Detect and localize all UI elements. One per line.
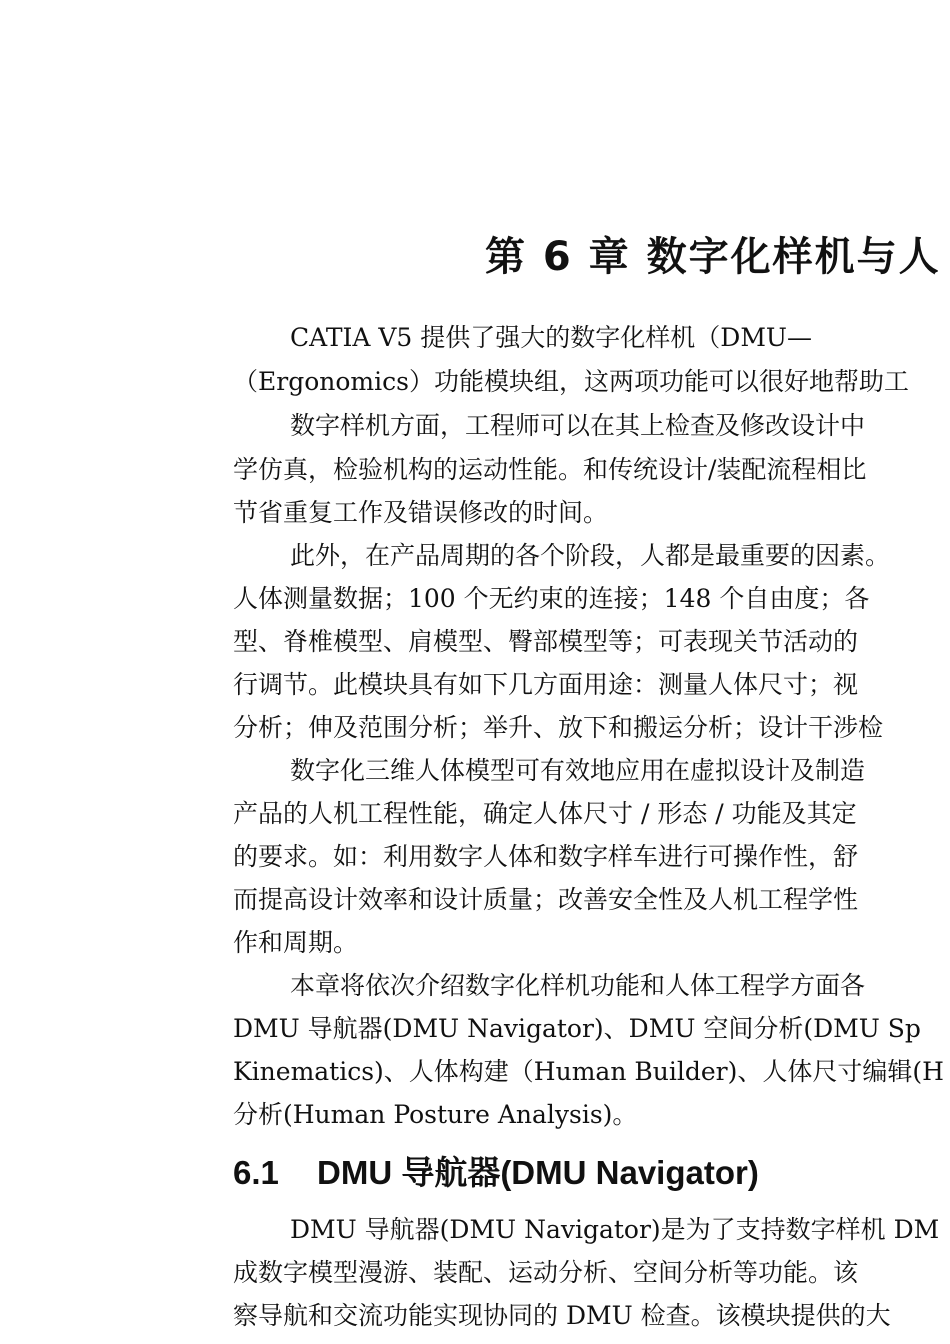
section-number: 6.1	[233, 1154, 279, 1191]
paragraph-3-line-5: 分析；伸及范围分析；举升、放下和搬运分析；设计干涉检	[233, 713, 884, 742]
paragraph-4-line-3: 的要求。如：利用数字人体和数字样车进行可操作性，舒	[233, 842, 859, 871]
paragraph-2-line-1: 数字样机方面，工程师可以在其上检查及修改设计中	[290, 411, 866, 440]
section-paragraph-line-2: 成数字模型漫游、装配、运动分析、空间分析等功能。该	[233, 1258, 859, 1287]
paragraph-4-line-1: 数字化三维人体模型可有效地应用在虚拟设计及制造	[290, 756, 866, 785]
section-paragraph-line-1: DMU 导航器(DMU Navigator)是为了支持数字样机 DM	[290, 1215, 940, 1244]
paragraph-4-line-5: 作和周期。	[233, 928, 359, 957]
paragraph-1-line-2: （Ergonomics）功能模块组，这两项功能可以很好地帮助工	[233, 367, 909, 396]
paragraph-5-line-2: DMU 导航器(DMU Navigator)、DMU 空间分析(DMU Sp	[233, 1014, 921, 1043]
paragraph-3-line-2: 人体测量数据；100 个无约束的连接；148 个自由度；各	[233, 584, 870, 613]
paragraph-3-line-3: 型、脊椎模型、肩模型、臀部模型等；可表现关节活动的	[233, 627, 859, 656]
paragraph-2-line-3: 节省重复工作及错误修改的时间。	[233, 498, 609, 527]
section-heading	[233, 1147, 759, 1194]
paragraph-5-line-1: 本章将依次介绍数字化样机功能和人体工程学方面各	[290, 971, 866, 1000]
paragraph-5-line-3: Kinematics)、人体构建（Human Builder)、人体尺寸编辑(H	[233, 1057, 944, 1086]
paragraph-4-line-4: 而提高设计效率和设计质量；改善安全性及人机工程学性	[233, 885, 859, 914]
section-title: DMU 导航器(DMU Navigator)	[317, 1154, 759, 1191]
paragraph-3-line-4: 行调节。此模块具有如下几方面用途：测量人体尺寸；视	[233, 670, 859, 699]
paragraph-3-line-1: 此外，在产品周期的各个阶段，人都是最重要的因素。	[290, 541, 891, 570]
paragraph-4-line-2: 产品的人机工程性能，确定人体尺寸 / 形态 / 功能及其定	[233, 799, 857, 828]
paragraph-5-line-4: 分析(Human Posture Analysis)。	[233, 1100, 638, 1129]
paragraph-1-line-1: CATIA V5 提供了强大的数字化样机（DMU—	[290, 323, 812, 352]
section-paragraph-line-3: 察导航和交流功能实现协同的 DMU 检查。该模块提供的大	[233, 1301, 891, 1330]
chapter-title: 第 6 章 数字化样机与人	[485, 234, 941, 280]
paragraph-2-line-2: 学仿真，检验机构的运动性能。和传统设计/装配流程相比	[233, 455, 867, 484]
